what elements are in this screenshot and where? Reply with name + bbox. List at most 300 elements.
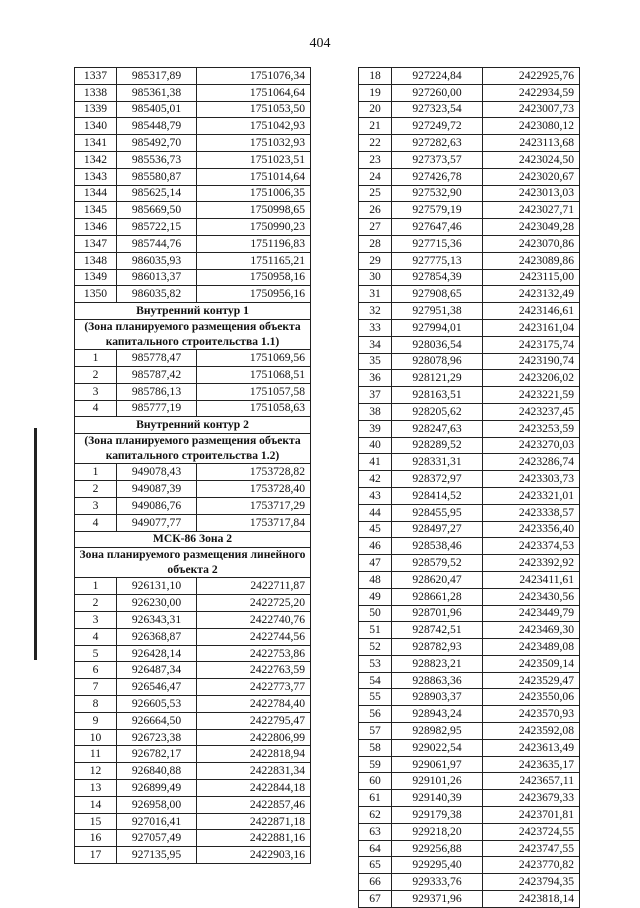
x-coordinate: 985317,89 xyxy=(117,68,197,85)
table-row xyxy=(359,101,580,118)
section-heading: МСК-86 Зона 2 xyxy=(75,531,311,548)
point-number: 25 xyxy=(359,185,392,202)
point-number: 4 xyxy=(75,514,117,531)
point-number: 3 xyxy=(75,612,117,629)
x-coordinate: 985669,50 xyxy=(117,202,197,219)
table-row xyxy=(75,763,311,780)
table-row xyxy=(75,68,311,85)
y-coordinate: 2423020,67 xyxy=(483,168,580,185)
point-number: 33 xyxy=(359,319,392,336)
table-row xyxy=(359,857,580,874)
y-coordinate: 2422795,47 xyxy=(197,712,311,729)
x-coordinate: 927249,72 xyxy=(392,118,483,135)
point-number: 46 xyxy=(359,538,392,555)
point-number: 17 xyxy=(75,847,117,864)
section-heading: Внутренний контур 1 xyxy=(75,303,311,320)
point-number: 1338 xyxy=(75,84,117,101)
table-row xyxy=(75,595,311,612)
table-row xyxy=(75,497,311,514)
table-row xyxy=(359,370,580,387)
y-coordinate: 1751058,63 xyxy=(197,400,311,417)
table-row xyxy=(75,202,311,219)
x-coordinate: 926343,31 xyxy=(117,612,197,629)
point-number: 50 xyxy=(359,605,392,622)
x-coordinate: 926428,14 xyxy=(117,645,197,662)
x-coordinate: 928620,47 xyxy=(392,571,483,588)
x-coordinate: 985744,76 xyxy=(117,235,197,252)
point-number: 64 xyxy=(359,840,392,857)
y-coordinate: 1753728,82 xyxy=(197,464,311,481)
y-coordinate: 2423270,03 xyxy=(483,437,580,454)
y-coordinate: 2423089,86 xyxy=(483,252,580,269)
table-row xyxy=(359,790,580,807)
table-row xyxy=(75,219,311,236)
point-number: 37 xyxy=(359,387,392,404)
table-row xyxy=(75,400,311,417)
y-coordinate: 2423374,53 xyxy=(483,538,580,555)
table-row xyxy=(359,437,580,454)
point-number: 62 xyxy=(359,807,392,824)
y-coordinate: 1751032,93 xyxy=(197,135,311,152)
table-row xyxy=(359,823,580,840)
table-row xyxy=(75,514,311,531)
margin-bar xyxy=(34,428,37,660)
y-coordinate: 2422903,16 xyxy=(197,847,311,864)
table-row xyxy=(359,68,580,85)
table-row xyxy=(359,219,580,236)
point-number: 67 xyxy=(359,891,392,908)
point-number: 19 xyxy=(359,84,392,101)
y-coordinate: 2423321,01 xyxy=(483,487,580,504)
x-coordinate: 929295,40 xyxy=(392,857,483,874)
x-coordinate: 927016,41 xyxy=(117,813,197,830)
section-subheading-row xyxy=(75,319,311,349)
table-row xyxy=(359,168,580,185)
table-row xyxy=(359,588,580,605)
point-number: 13 xyxy=(75,780,117,797)
point-number: 15 xyxy=(75,813,117,830)
x-coordinate: 926131,10 xyxy=(117,578,197,595)
table-row xyxy=(359,303,580,320)
point-number: 4 xyxy=(75,628,117,645)
section-subheading-row xyxy=(75,434,311,464)
table-row xyxy=(359,387,580,404)
y-coordinate: 1750956,16 xyxy=(197,286,311,303)
table-row xyxy=(359,672,580,689)
x-coordinate: 985786,13 xyxy=(117,383,197,400)
table-row xyxy=(75,235,311,252)
point-number: 1350 xyxy=(75,286,117,303)
point-number: 6 xyxy=(75,662,117,679)
point-number: 55 xyxy=(359,689,392,706)
point-number: 66 xyxy=(359,874,392,891)
point-number: 56 xyxy=(359,706,392,723)
point-number: 47 xyxy=(359,555,392,572)
y-coordinate: 2423794,35 xyxy=(483,874,580,891)
x-coordinate: 927994,01 xyxy=(392,319,483,336)
point-number: 63 xyxy=(359,823,392,840)
y-coordinate: 2423770,82 xyxy=(483,857,580,874)
x-coordinate: 928331,31 xyxy=(392,454,483,471)
point-number: 22 xyxy=(359,135,392,152)
y-coordinate: 2423724,55 xyxy=(483,823,580,840)
y-coordinate: 2422881,16 xyxy=(197,830,311,847)
point-number: 39 xyxy=(359,420,392,437)
y-coordinate: 1751064,64 xyxy=(197,84,311,101)
table-row xyxy=(359,336,580,353)
point-number: 35 xyxy=(359,353,392,370)
x-coordinate: 927373,57 xyxy=(392,151,483,168)
y-coordinate: 1753717,84 xyxy=(197,514,311,531)
point-number: 1349 xyxy=(75,269,117,286)
point-number: 2 xyxy=(75,481,117,498)
x-coordinate: 949077,77 xyxy=(117,514,197,531)
x-coordinate: 926546,47 xyxy=(117,679,197,696)
y-coordinate: 2423529,47 xyxy=(483,672,580,689)
point-number: 52 xyxy=(359,639,392,656)
x-coordinate: 985778,47 xyxy=(117,350,197,367)
y-coordinate: 2423286,74 xyxy=(483,454,580,471)
table-row xyxy=(75,796,311,813)
table-row xyxy=(75,383,311,400)
table-row xyxy=(359,319,580,336)
x-coordinate: 986035,93 xyxy=(117,252,197,269)
y-coordinate: 2422925,76 xyxy=(483,68,580,85)
table-row xyxy=(359,807,580,824)
x-coordinate: 929022,54 xyxy=(392,739,483,756)
x-coordinate: 927532,90 xyxy=(392,185,483,202)
table-row xyxy=(75,645,311,662)
table-row xyxy=(359,118,580,135)
point-number: 21 xyxy=(359,118,392,135)
table-row xyxy=(359,185,580,202)
table-row xyxy=(75,252,311,269)
point-number: 43 xyxy=(359,487,392,504)
point-number: 18 xyxy=(359,68,392,85)
point-number: 1342 xyxy=(75,151,117,168)
table-row xyxy=(75,286,311,303)
point-number: 57 xyxy=(359,723,392,740)
point-number: 3 xyxy=(75,383,117,400)
table-row xyxy=(359,151,580,168)
table-row xyxy=(75,578,311,595)
point-number: 45 xyxy=(359,521,392,538)
x-coordinate: 929179,38 xyxy=(392,807,483,824)
table-row xyxy=(75,696,311,713)
y-coordinate: 2423747,55 xyxy=(483,840,580,857)
x-coordinate: 927282,63 xyxy=(392,135,483,152)
y-coordinate: 2423221,59 xyxy=(483,387,580,404)
point-number: 29 xyxy=(359,252,392,269)
y-coordinate: 2422773,77 xyxy=(197,679,311,696)
table-row xyxy=(75,464,311,481)
x-coordinate: 928701,96 xyxy=(392,605,483,622)
table-row xyxy=(75,135,311,152)
x-coordinate: 949086,76 xyxy=(117,497,197,514)
point-number: 65 xyxy=(359,857,392,874)
point-number: 32 xyxy=(359,303,392,320)
point-number: 1 xyxy=(75,578,117,595)
y-coordinate: 1751006,35 xyxy=(197,185,311,202)
x-coordinate: 928497,27 xyxy=(392,521,483,538)
table-row xyxy=(359,471,580,488)
table-row xyxy=(359,723,580,740)
x-coordinate: 927908,65 xyxy=(392,286,483,303)
table-row xyxy=(359,538,580,555)
section-heading-row xyxy=(75,417,311,434)
x-coordinate: 926899,49 xyxy=(117,780,197,797)
table-row xyxy=(359,420,580,437)
x-coordinate: 928455,95 xyxy=(392,504,483,521)
table-row xyxy=(359,874,580,891)
y-coordinate: 2423115,00 xyxy=(483,269,580,286)
table-row xyxy=(359,504,580,521)
right-coordinate-table xyxy=(358,67,580,908)
point-number: 31 xyxy=(359,286,392,303)
x-coordinate: 927715,36 xyxy=(392,235,483,252)
x-coordinate: 927224,84 xyxy=(392,68,483,85)
point-number: 8 xyxy=(75,696,117,713)
y-coordinate: 1753728,40 xyxy=(197,481,311,498)
y-coordinate: 2422934,59 xyxy=(483,84,580,101)
y-coordinate: 1751057,58 xyxy=(197,383,311,400)
point-number: 41 xyxy=(359,454,392,471)
y-coordinate: 2423430,56 xyxy=(483,588,580,605)
table-row xyxy=(75,712,311,729)
y-coordinate: 2423175,74 xyxy=(483,336,580,353)
y-coordinate: 2423049,28 xyxy=(483,219,580,236)
table-row xyxy=(359,756,580,773)
y-coordinate: 2422711,87 xyxy=(197,578,311,595)
x-coordinate: 926487,34 xyxy=(117,662,197,679)
point-number: 1345 xyxy=(75,202,117,219)
table-row xyxy=(75,830,311,847)
page-number: 404 xyxy=(309,36,331,51)
point-number: 44 xyxy=(359,504,392,521)
y-coordinate: 1751196,83 xyxy=(197,235,311,252)
table-row xyxy=(359,135,580,152)
y-coordinate: 1751076,34 xyxy=(197,68,311,85)
point-number: 1340 xyxy=(75,118,117,135)
x-coordinate: 928121,29 xyxy=(392,370,483,387)
y-coordinate: 2423113,68 xyxy=(483,135,580,152)
y-coordinate: 2423679,33 xyxy=(483,790,580,807)
y-coordinate: 2423509,14 xyxy=(483,655,580,672)
y-coordinate: 1751042,93 xyxy=(197,118,311,135)
x-coordinate: 928823,21 xyxy=(392,655,483,672)
x-coordinate: 928205,62 xyxy=(392,403,483,420)
x-coordinate: 926230,00 xyxy=(117,595,197,612)
y-coordinate: 2423024,50 xyxy=(483,151,580,168)
x-coordinate: 949087,39 xyxy=(117,481,197,498)
table-row xyxy=(359,235,580,252)
x-coordinate: 949078,43 xyxy=(117,464,197,481)
point-number: 5 xyxy=(75,645,117,662)
point-number: 2 xyxy=(75,366,117,383)
x-coordinate: 985777,19 xyxy=(117,400,197,417)
y-coordinate: 2423701,81 xyxy=(483,807,580,824)
table-row xyxy=(75,84,311,101)
point-number: 60 xyxy=(359,773,392,790)
table-row xyxy=(75,366,311,383)
table-row xyxy=(75,269,311,286)
table-row xyxy=(75,185,311,202)
point-number: 24 xyxy=(359,168,392,185)
table-row xyxy=(359,202,580,219)
point-number: 3 xyxy=(75,497,117,514)
y-coordinate: 1751069,56 xyxy=(197,350,311,367)
x-coordinate: 928863,36 xyxy=(392,672,483,689)
y-coordinate: 2423080,12 xyxy=(483,118,580,135)
x-coordinate: 927951,38 xyxy=(392,303,483,320)
point-number: 7 xyxy=(75,679,117,696)
point-number: 10 xyxy=(75,729,117,746)
table-row xyxy=(359,639,580,656)
table-row xyxy=(359,353,580,370)
x-coordinate: 926782,17 xyxy=(117,746,197,763)
x-coordinate: 929218,20 xyxy=(392,823,483,840)
x-coordinate: 928782,93 xyxy=(392,639,483,656)
x-coordinate: 928903,37 xyxy=(392,689,483,706)
point-number: 2 xyxy=(75,595,117,612)
table-row xyxy=(359,655,580,672)
table-row xyxy=(359,571,580,588)
x-coordinate: 929371,96 xyxy=(392,891,483,908)
y-coordinate: 2422806,99 xyxy=(197,729,311,746)
table-row xyxy=(75,168,311,185)
point-number: 1337 xyxy=(75,68,117,85)
section-subheading: (Зона планируемого размещения объекта капитального строительства 1.2) xyxy=(75,434,311,464)
y-coordinate: 2423027,71 xyxy=(483,202,580,219)
y-coordinate: 2423338,57 xyxy=(483,504,580,521)
x-coordinate: 985405,01 xyxy=(117,101,197,118)
y-coordinate: 1753717,29 xyxy=(197,497,311,514)
section-subheading: (Зона планируемого размещения объекта капитального строительства 1.1) xyxy=(75,319,311,349)
y-coordinate: 2423392,92 xyxy=(483,555,580,572)
table-row xyxy=(359,622,580,639)
x-coordinate: 927426,78 xyxy=(392,168,483,185)
table-row xyxy=(75,813,311,830)
point-number: 42 xyxy=(359,471,392,488)
y-coordinate: 2423132,49 xyxy=(483,286,580,303)
table-row xyxy=(359,773,580,790)
x-coordinate: 927647,46 xyxy=(392,219,483,236)
point-number: 53 xyxy=(359,655,392,672)
table-row xyxy=(75,612,311,629)
table-row xyxy=(359,689,580,706)
y-coordinate: 2423206,02 xyxy=(483,370,580,387)
y-coordinate: 2423237,45 xyxy=(483,403,580,420)
x-coordinate: 926840,88 xyxy=(117,763,197,780)
y-coordinate: 2423411,61 xyxy=(483,571,580,588)
table-row xyxy=(75,662,311,679)
y-coordinate: 2423303,73 xyxy=(483,471,580,488)
y-coordinate: 2423613,49 xyxy=(483,739,580,756)
section-heading: Внутренний контур 2 xyxy=(75,417,311,434)
point-number: 1 xyxy=(75,464,117,481)
y-coordinate: 2423146,61 xyxy=(483,303,580,320)
table-row xyxy=(359,454,580,471)
section-subheading: Зона планируемого размещения линейного объекта 2 xyxy=(75,548,311,578)
x-coordinate: 985787,42 xyxy=(117,366,197,383)
x-coordinate: 929256,88 xyxy=(392,840,483,857)
y-coordinate: 1751068,51 xyxy=(197,366,311,383)
table-row xyxy=(75,679,311,696)
x-coordinate: 928078,96 xyxy=(392,353,483,370)
x-coordinate: 926958,00 xyxy=(117,796,197,813)
y-coordinate: 2423356,40 xyxy=(483,521,580,538)
table-row xyxy=(359,84,580,101)
table-row xyxy=(75,746,311,763)
x-coordinate: 926664,50 xyxy=(117,712,197,729)
table-row xyxy=(359,286,580,303)
x-coordinate: 928538,46 xyxy=(392,538,483,555)
y-coordinate: 2423550,06 xyxy=(483,689,580,706)
x-coordinate: 927323,54 xyxy=(392,101,483,118)
x-coordinate: 926723,38 xyxy=(117,729,197,746)
x-coordinate: 929061,97 xyxy=(392,756,483,773)
table-row xyxy=(359,840,580,857)
y-coordinate: 2423469,30 xyxy=(483,622,580,639)
x-coordinate: 927579,19 xyxy=(392,202,483,219)
y-coordinate: 2422740,76 xyxy=(197,612,311,629)
point-number: 59 xyxy=(359,756,392,773)
table-row xyxy=(359,252,580,269)
x-coordinate: 928414,52 xyxy=(392,487,483,504)
y-coordinate: 2422844,18 xyxy=(197,780,311,797)
point-number: 1348 xyxy=(75,252,117,269)
point-number: 54 xyxy=(359,672,392,689)
table-row xyxy=(359,706,580,723)
table-row xyxy=(75,350,311,367)
point-number: 48 xyxy=(359,571,392,588)
y-coordinate: 2423818,14 xyxy=(483,891,580,908)
point-number: 16 xyxy=(75,830,117,847)
x-coordinate: 986035,82 xyxy=(117,286,197,303)
point-number: 1346 xyxy=(75,219,117,236)
x-coordinate: 928742,51 xyxy=(392,622,483,639)
x-coordinate: 985536,73 xyxy=(117,151,197,168)
y-coordinate: 2423635,17 xyxy=(483,756,580,773)
y-coordinate: 2423013,03 xyxy=(483,185,580,202)
y-coordinate: 2423489,08 xyxy=(483,639,580,656)
point-number: 1343 xyxy=(75,168,117,185)
x-coordinate: 929333,76 xyxy=(392,874,483,891)
x-coordinate: 928982,95 xyxy=(392,723,483,740)
point-number: 23 xyxy=(359,151,392,168)
x-coordinate: 985361,38 xyxy=(117,84,197,101)
y-coordinate: 1751014,64 xyxy=(197,168,311,185)
table-row xyxy=(359,403,580,420)
y-coordinate: 2423657,11 xyxy=(483,773,580,790)
table-row xyxy=(359,605,580,622)
x-coordinate: 928036,54 xyxy=(392,336,483,353)
x-coordinate: 927854,39 xyxy=(392,269,483,286)
table-row xyxy=(359,521,580,538)
point-number: 20 xyxy=(359,101,392,118)
point-number: 26 xyxy=(359,202,392,219)
point-number: 1344 xyxy=(75,185,117,202)
point-number: 14 xyxy=(75,796,117,813)
x-coordinate: 929140,39 xyxy=(392,790,483,807)
x-coordinate: 985722,15 xyxy=(117,219,197,236)
y-coordinate: 1751165,21 xyxy=(197,252,311,269)
point-number: 27 xyxy=(359,219,392,236)
y-coordinate: 2422831,34 xyxy=(197,763,311,780)
y-coordinate: 2423190,74 xyxy=(483,353,580,370)
y-coordinate: 1751023,51 xyxy=(197,151,311,168)
table-row xyxy=(75,151,311,168)
